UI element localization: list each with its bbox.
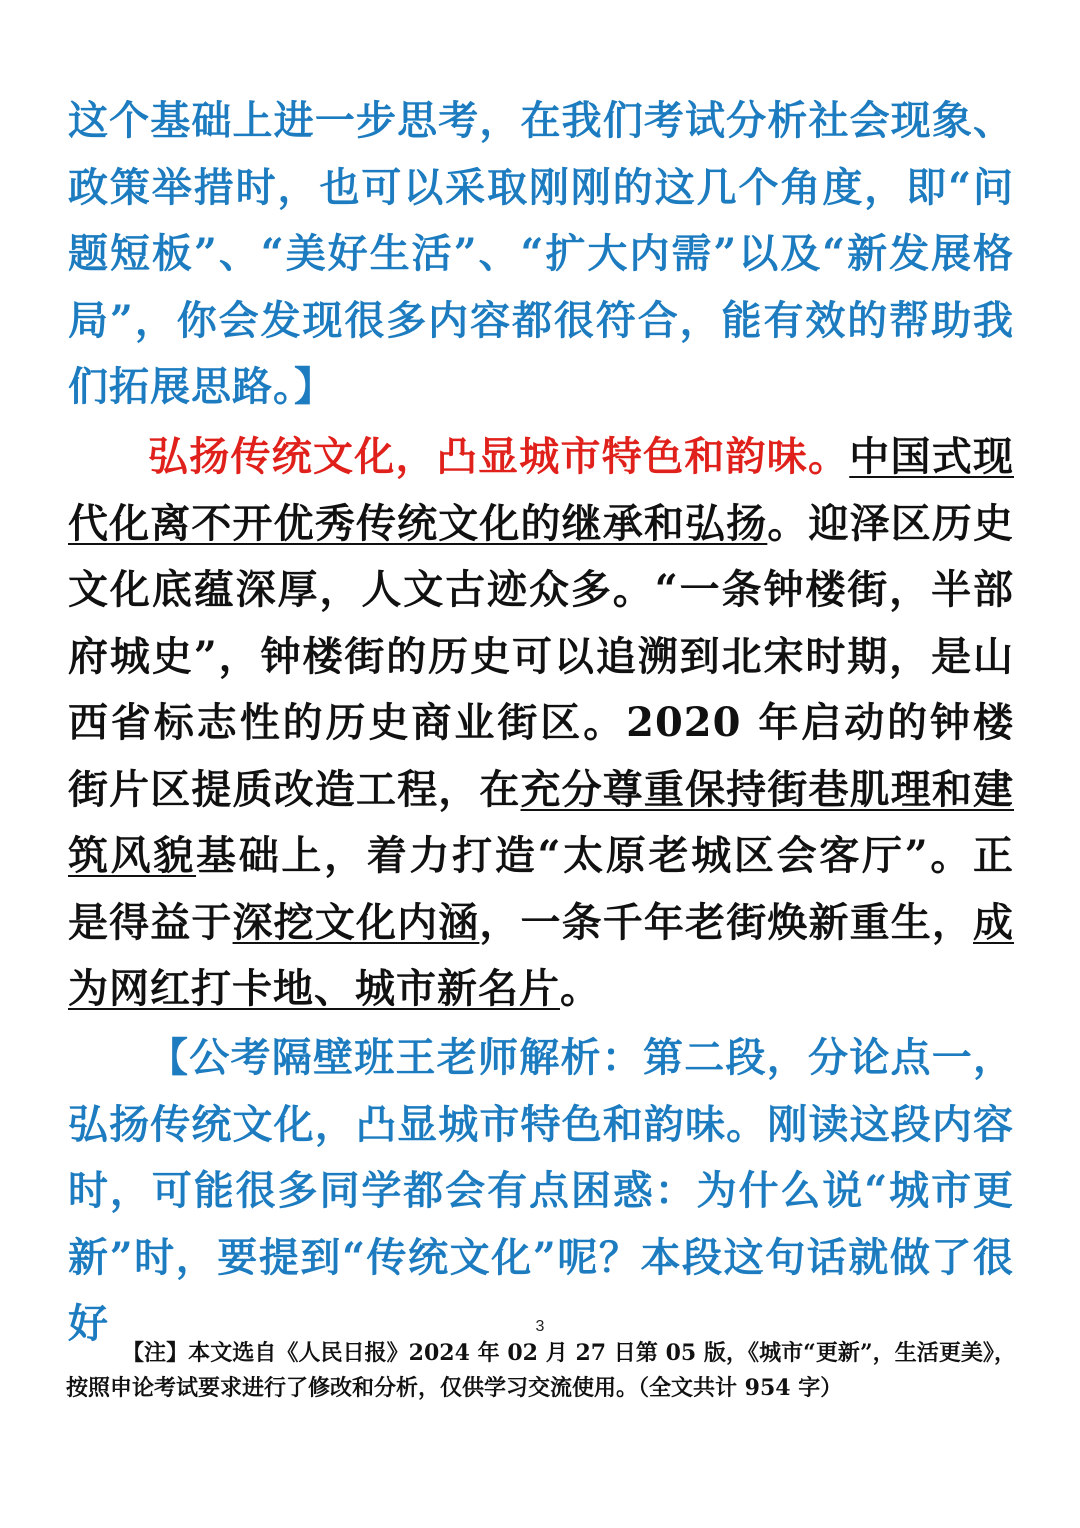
body-paragraph-sub-point-one bbox=[68, 424, 1014, 1023]
analysis-paragraph-continued bbox=[68, 88, 1014, 421]
body-text: 。 bbox=[560, 965, 601, 1012]
body-text: 基础上，着力打造“太原老城区会客厅”。正是得益于 bbox=[68, 832, 1015, 946]
analysis-text: 【公考隔壁班王老师解析：第二段，分论点一，弘扬传统文化，凸显城市特色和韵味。刚读这段内容时，可能很多同学都会有点困惑：为什么说“城市更新”时，要提到“传统文化”呢？本段这句话就做了很好 bbox=[68, 1034, 1014, 1347]
analysis-paragraph bbox=[68, 1025, 1014, 1358]
underlined-phrase: 充分尊重保持街巷肌理和建筑风貌 bbox=[68, 765, 1014, 879]
body-text: 。迎泽区历史文化底蕴深厚，人文古迹众多。“一条钟楼街，半部府城史”，钟楼街的历史可以追溯到北宋时期，是山西省标志性的历史商业街区。2020 年启动的钟楼街片区提质改造工程，在 bbox=[68, 499, 1015, 813]
footnote: 【注】本文选自《人民日报》2024 年 02 月 27 日第 05 版，《城市“更新”，生活更美》，按照申论考试要求进行了修改和分析，仅供学习交流使用。（全文共计 954 字） bbox=[66, 1340, 1016, 1401]
sub-point-heading: 弘扬传统文化，凸显城市特色和韵味。 bbox=[148, 433, 850, 480]
page-number: 3 bbox=[535, 1318, 545, 1335]
analysis-text: 这个基础上进一步思考，在我们考试分析社会现象、政策举措时，也可以采取刚刚的这几个角度，即“问题短板”、“美好生活”、“扩大内需”以及“新发展格局”，你会发现很多内容都很符合，能有效的帮助我们拓展思路。】 bbox=[68, 97, 1014, 410]
underlined-phrase: 成为网红打卡地、城市新名片 bbox=[68, 898, 1015, 1012]
body-text: ，一条千年老街焕新重生， bbox=[479, 898, 974, 946]
underlined-phrase: 中国式现代化离不开优秀传统文化的继承和弘扬 bbox=[68, 433, 1014, 547]
underlined-phrase: 深挖文化内涵 bbox=[232, 898, 480, 946]
